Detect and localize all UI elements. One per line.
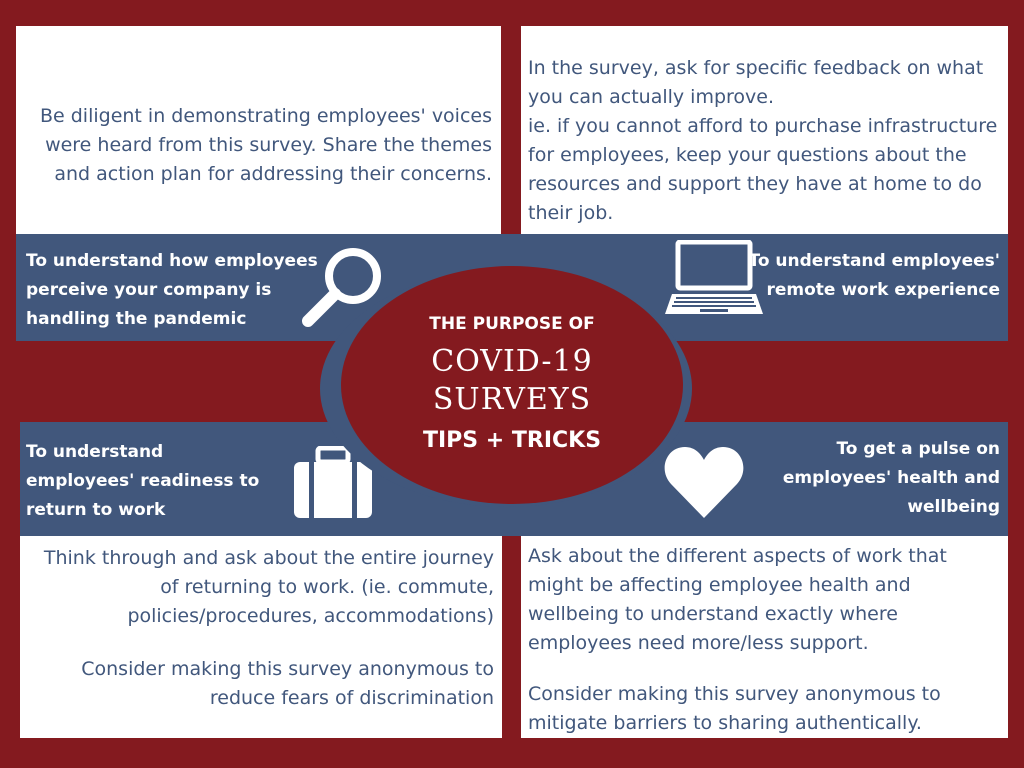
heart-icon [664,444,744,520]
center-heading: THE PURPOSE OF [429,314,595,334]
panel-bottom-right-text-1: Ask about the different aspects of work that might be affecting employee health and wellbeing to understand exactly where employees need more/less support. [528,545,947,654]
center-subtitle: TIPS + TRICKS [422,428,602,453]
panel-bottom-right [521,536,1008,738]
label-bottom-right: To get a pulse on employees' health and wellbeing [782,439,1000,517]
center-title-line-1: COVID-19 [431,344,593,379]
panel-bottom-right-text-2: Consider making this survey anonymous to mitigate barriers to sharing authentically. [528,683,941,734]
panel-top-right [521,26,1008,234]
panel-bottom-left-text-2: Consider making this survey anonymous to reduce fears of discrimination [81,658,494,709]
laptop-icon [662,240,766,318]
center-oval [341,266,683,504]
center-title-line-2: SURVEYS [432,382,592,417]
label-bottom-left: To understand employees' readiness to return to work [26,442,260,520]
panel-bottom-left-text-1: Think through and ask about the entire journey of returning to work. (ie. commute, policies/procedures, accommodations) [43,547,494,627]
panel-top-right-text-2: ie. if you cannot afford to purchase infrastructure for employees, keep your questions about the resources and support they have at home to do their job. [528,115,998,224]
panel-top-left-text: Be diligent in demonstrating employees' voices were heard from this survey. Share the themes and action plan for addressing their concerns. [39,105,492,185]
label-top-left: To understand how employees perceive your company is handling the pandemic [26,251,318,329]
panel-bottom-left [20,536,502,738]
label-top-right: To understand employees' remote work experience [748,251,1000,300]
panel-top-right-text-1: In the survey, ask for specific feedback on what you can actually improve. [528,57,984,108]
panel-top-left [16,26,501,234]
